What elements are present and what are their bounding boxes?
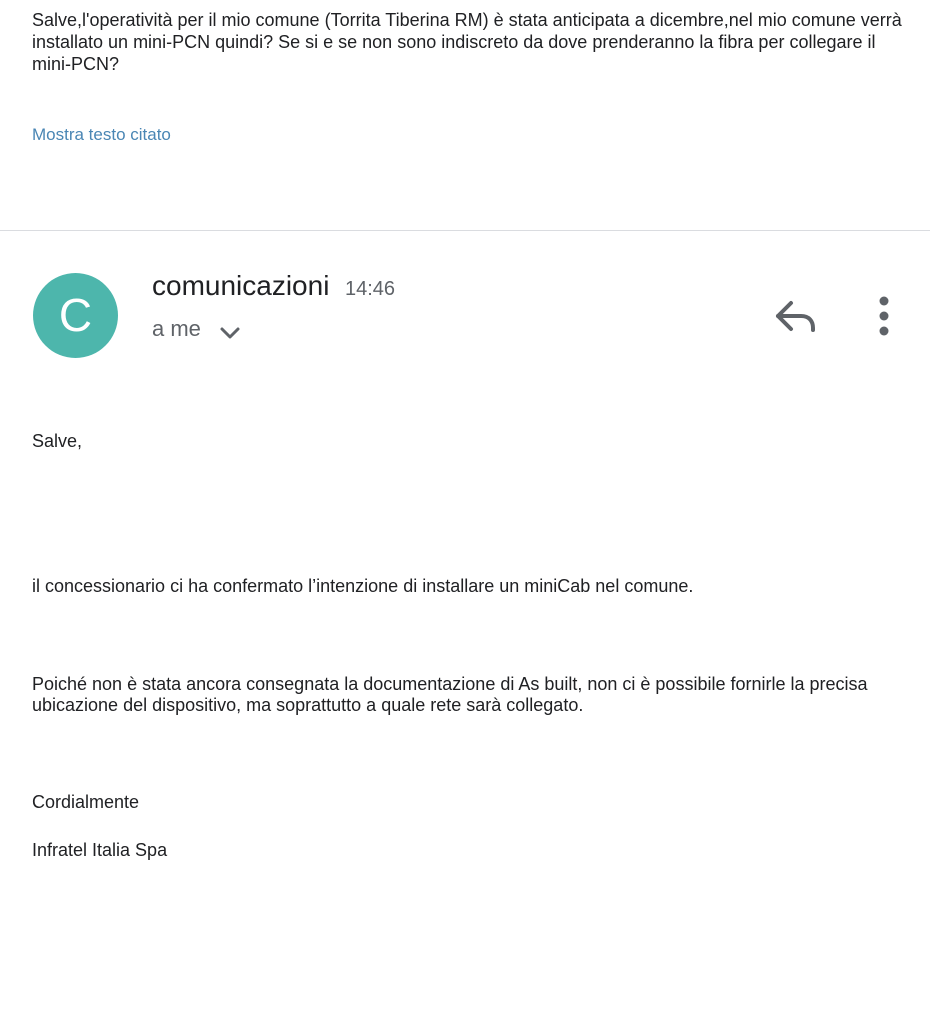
body-closing: Cordialmente <box>32 792 140 812</box>
recipient-label: a me <box>152 316 201 341</box>
more-options-button[interactable] <box>868 294 900 338</box>
sent-time: 14:46 <box>345 278 396 300</box>
reply-button[interactable] <box>773 297 819 337</box>
body-signature: Infratel Italia Spa <box>32 840 168 860</box>
avatar-letter: C <box>58 289 93 341</box>
chevron-down-icon <box>219 323 241 343</box>
body-greeting: Salve, <box>32 431 83 451</box>
sender-name: comunicazioni <box>152 270 330 301</box>
body-paragraph-2: Poiché non è stata ancora consegnata la documentazione di As built, non ci è possibile fornirle la precisa ubicazione del dispositivo, ma soprattutto a quale rete sarà collegato. <box>32 674 868 715</box>
expand-details-button[interactable] <box>219 323 241 343</box>
sender-avatar[interactable] <box>33 273 118 358</box>
more-vert-icon <box>868 294 900 338</box>
show-quoted-text-link[interactable]: Mostra testo citato <box>32 125 171 144</box>
message-divider <box>0 230 930 231</box>
quoted-message-text: Salve,l'operatività per il mio comune (Torrita Tiberina RM) è stata anticipata a dicembre,nel mio comune verrà installato un mini-PCN quindi? Se si e se non sono indiscreto da dove prenderanno la fibra per collegare il mini-PCN? <box>32 10 902 74</box>
body-paragraph-1: il concessionario ci ha confermato l’intenzione di installare un miniCab nel comune. <box>32 576 694 596</box>
reply-icon <box>773 297 819 337</box>
